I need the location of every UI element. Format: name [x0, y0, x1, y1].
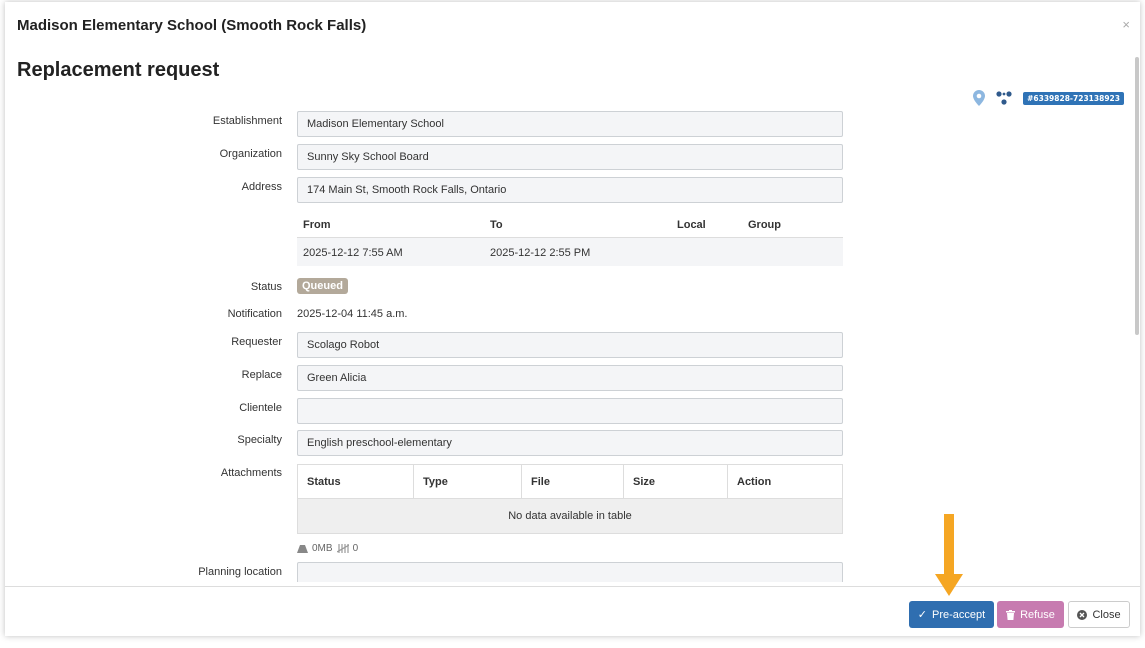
modal-body[interactable] [5, 2, 1140, 582]
trash-icon [1006, 610, 1015, 620]
modal-footer [5, 586, 1140, 636]
request-id-badge: #6339828-723138923 [1023, 92, 1124, 105]
schedule-header-from: From [303, 219, 331, 231]
network-icon[interactable] [995, 90, 1013, 106]
attachments-table [297, 464, 843, 534]
address-label: Address [241, 181, 282, 193]
attachments-header-type[interactable]: Type [414, 465, 522, 499]
organization-label: Organization [219, 148, 282, 160]
planning-location-field[interactable] [297, 562, 843, 582]
close-button[interactable] [1068, 601, 1130, 628]
refuse-button[interactable] [997, 601, 1064, 628]
page-title: Replacement request [17, 59, 220, 81]
scrollbar[interactable] [1135, 57, 1139, 335]
establishment-field[interactable]: Madison Elementary School [297, 111, 843, 137]
attachments-label: Attachments [220, 467, 282, 479]
schedule-row [297, 238, 843, 266]
requester-label: Requester [231, 336, 282, 348]
pre-accept-label: Pre-accept [932, 608, 986, 621]
check-icon: ✓ [917, 609, 927, 621]
attachments-header-row [298, 465, 842, 499]
status-badge: Queued [297, 278, 348, 294]
address-field[interactable]: 174 Main St, Smooth Rock Falls, Ontario [297, 177, 843, 203]
modal-title: Madison Elementary School (Smooth Rock Falls) [17, 17, 367, 34]
replacement-request-modal [5, 2, 1140, 636]
status-label: Status [250, 281, 282, 293]
requester-field[interactable]: Scolago Robot [297, 332, 843, 358]
planning-location-label: Planning location [198, 566, 282, 578]
attachments-total-size: 0MB [312, 543, 333, 554]
schedule-table [297, 210, 843, 266]
schedule-header-group: Group [748, 219, 781, 231]
map-pin-icon[interactable] [973, 90, 985, 106]
schedule-header-local: Local [677, 219, 706, 231]
notification-value: 2025-12-04 11:45 a.m. [297, 308, 408, 320]
specialty-field[interactable]: English preschool-elementary [297, 430, 843, 456]
specialty-label: Specialty [237, 434, 282, 446]
clientele-label: Clientele [239, 402, 282, 414]
attachments-header-size[interactable]: Size [624, 465, 728, 499]
establishment-label: Establishment [212, 115, 282, 127]
close-label: Close [1092, 608, 1121, 621]
refuse-label: Refuse [1020, 608, 1055, 621]
attachments-count: 0 [352, 543, 359, 554]
weight-icon [297, 544, 308, 553]
notification-label: Notification [227, 308, 282, 320]
attachments-header-status[interactable]: Status [298, 465, 414, 499]
schedule-header-to: To [490, 219, 503, 231]
clientele-field[interactable] [297, 398, 843, 424]
pre-accept-button[interactable] [909, 601, 994, 628]
attachments-summary [297, 543, 358, 554]
replace-label: Replace [241, 369, 282, 381]
schedule-to: 2025-12-12 2:55 PM [490, 247, 591, 259]
attachments-empty-message: No data available in table [298, 499, 842, 533]
count-icon [337, 544, 349, 553]
organization-field[interactable]: Sunny Sky School Board [297, 144, 843, 170]
attachments-header-file[interactable]: File [522, 465, 624, 499]
schedule-header-row [297, 210, 843, 238]
attachments-header-action[interactable]: Action [737, 476, 772, 488]
arrow-down-icon [935, 514, 963, 598]
top-icons [973, 90, 1124, 106]
close-circle-icon [1077, 610, 1087, 620]
replace-field[interactable]: Green Alicia [297, 365, 843, 391]
close-icon[interactable]: × [1122, 17, 1130, 32]
schedule-from: 2025-12-12 7:55 AM [303, 247, 403, 259]
